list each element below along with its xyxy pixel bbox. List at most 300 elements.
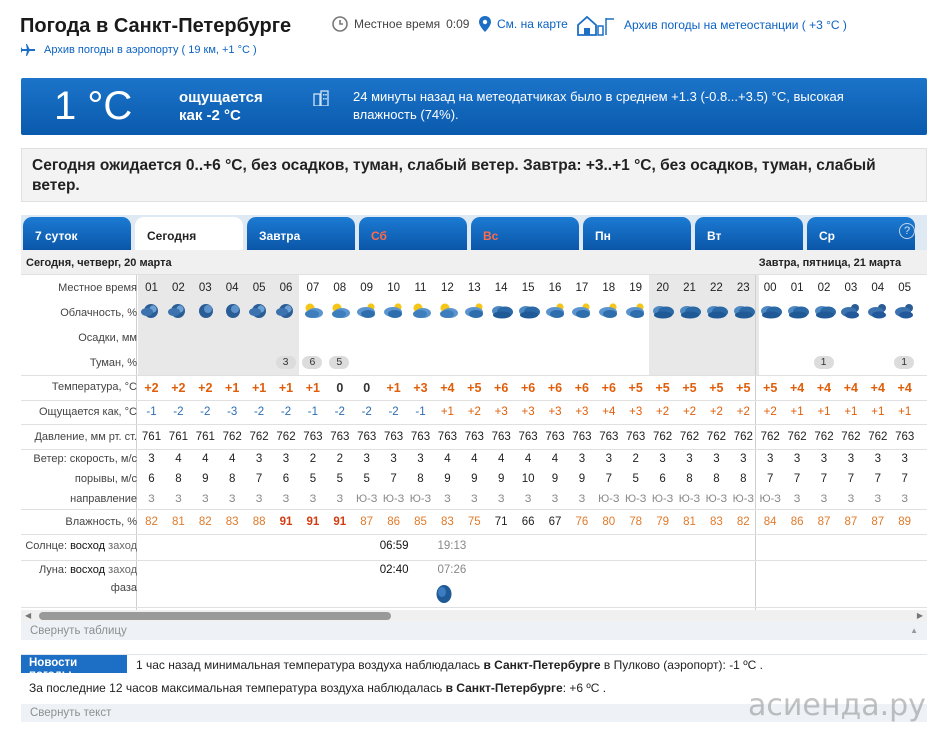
direction-cell: З bbox=[201, 493, 209, 505]
gust-cell: 6 bbox=[282, 473, 290, 485]
tab-1[interactable]: Сегодня bbox=[135, 217, 243, 250]
hour-cell: 06 bbox=[279, 282, 293, 294]
night-clear-icon bbox=[194, 302, 218, 323]
night-cloudy-icon bbox=[275, 302, 299, 323]
scroll-left-icon[interactable]: ◀ bbox=[25, 611, 32, 620]
wind-cell: 4 bbox=[551, 453, 559, 465]
hour-cell: 14 bbox=[494, 282, 508, 294]
pressure-cell: 762 bbox=[841, 431, 861, 443]
feels-like-line2: как -2 °C bbox=[179, 107, 241, 124]
pressure-cell: 762 bbox=[653, 431, 673, 443]
moon-phase-label: фаза bbox=[110, 582, 137, 594]
humidity-cell: 67 bbox=[548, 516, 562, 528]
wind-cell: 3 bbox=[255, 453, 263, 465]
pressure-cell: 763 bbox=[357, 431, 377, 443]
sensor-summary: 24 минуты назад на метеодатчиках было в среднем +1.3 (-0.8...+3.5) °C, высокая влажность (74%). bbox=[353, 89, 844, 122]
temp-cell: +2 bbox=[171, 381, 186, 395]
clock-icon bbox=[332, 16, 348, 32]
feels-cell: -1 bbox=[307, 406, 318, 418]
collapse-text-label: Свернуть текст bbox=[30, 707, 112, 719]
row-divider-5 bbox=[21, 509, 927, 510]
temp-cell: +3 bbox=[413, 381, 428, 395]
cloud-sun-icon bbox=[544, 302, 568, 323]
direction-cell: Ю-З bbox=[732, 493, 754, 505]
pressure-cell: 762 bbox=[679, 431, 700, 443]
hour-cell: 04 bbox=[871, 282, 885, 294]
temp-cell: +1 bbox=[225, 381, 240, 395]
hour-cell: 10 bbox=[387, 282, 400, 294]
row-label-wind_speed: Ветер: скорость, м/с bbox=[33, 453, 137, 465]
night-clear-icon bbox=[221, 302, 245, 323]
row-label-gusts: порывы, м/с bbox=[74, 473, 137, 485]
station-archive-wrap[interactable] bbox=[576, 14, 847, 36]
news-line-1 bbox=[136, 658, 763, 672]
hour-cell: 15 bbox=[521, 282, 535, 294]
pressure-cell: 762 bbox=[787, 431, 807, 443]
moonrise-time: 02:40 bbox=[379, 564, 409, 576]
fog-value: 6 bbox=[302, 356, 322, 369]
feels-cell: -3 bbox=[227, 406, 238, 418]
feels-cell: +2 bbox=[467, 406, 481, 418]
temp-cell: +6 bbox=[494, 381, 509, 395]
wind-cell: 2 bbox=[632, 453, 639, 465]
humidity-cell: 87 bbox=[817, 516, 831, 528]
wind-cell: 4 bbox=[444, 453, 451, 465]
direction-cell: З bbox=[228, 493, 236, 505]
pressure-cell: 763 bbox=[518, 431, 538, 443]
row-label-temp: Температура, °C bbox=[51, 381, 137, 393]
day-tabs bbox=[21, 215, 927, 250]
moon-label-moon_rise: восход bbox=[67, 564, 106, 576]
humidity-cell: 81 bbox=[171, 516, 185, 528]
direction-cell: З bbox=[901, 493, 909, 505]
wind-cell: 4 bbox=[228, 453, 236, 465]
row-divider-7 bbox=[21, 560, 927, 561]
overcast-icon bbox=[705, 302, 729, 323]
humidity-cell: 86 bbox=[387, 516, 400, 528]
sun-label-sun_rise: восход bbox=[67, 540, 106, 552]
direction-cell: З bbox=[497, 493, 505, 505]
feels-cell: +2 bbox=[763, 406, 777, 418]
gust-cell: 8 bbox=[228, 473, 236, 485]
overcast-icon bbox=[490, 302, 514, 323]
feels-cell: +2 bbox=[709, 406, 723, 418]
collapse-table-button[interactable] bbox=[21, 622, 927, 640]
wind-cell: 4 bbox=[497, 453, 505, 465]
cloud-sun-icon bbox=[382, 302, 406, 323]
humidity-cell: 80 bbox=[602, 516, 616, 528]
humidity-cell: 84 bbox=[763, 516, 777, 528]
news-line-1-c: в Пулково (аэропорт): -1 ºС . bbox=[600, 658, 763, 672]
feels-cell: -2 bbox=[361, 406, 372, 418]
humidity-cell: 82 bbox=[198, 516, 212, 528]
page-title: Погода в Санкт-Петербурге bbox=[20, 14, 292, 37]
news-line-2-c: : +6 ºС . bbox=[562, 681, 607, 695]
pressure-cell: 762 bbox=[733, 431, 753, 443]
temp-cell: +6 bbox=[520, 381, 536, 395]
sun-label-sun_set: заход bbox=[105, 540, 137, 552]
feels-cell: +1 bbox=[817, 406, 831, 418]
watermark: асиенда.ру bbox=[748, 688, 926, 723]
humidity-cell: 91 bbox=[333, 516, 347, 528]
cloud-sun-icon bbox=[597, 302, 621, 323]
temp-cell: +1 bbox=[251, 381, 267, 395]
hour-cell: 22 bbox=[709, 282, 723, 294]
wind-cell: 4 bbox=[524, 453, 532, 465]
wind-cell: 4 bbox=[202, 453, 209, 465]
humidity-cell: 87 bbox=[360, 516, 374, 528]
table-scrollbar[interactable] bbox=[21, 610, 927, 622]
gust-cell: 8 bbox=[686, 473, 693, 485]
pressure-cell: 762 bbox=[706, 431, 726, 443]
gust-cell: 9 bbox=[202, 473, 209, 485]
direction-cell: Ю-З bbox=[678, 493, 701, 505]
station-archive-link[interactable]: Архив погоды на метеостанции ( +3 °C ) bbox=[624, 18, 847, 32]
pressure-cell: 763 bbox=[464, 431, 484, 443]
hour-cell: 03 bbox=[844, 282, 858, 294]
direction-cell: З bbox=[444, 493, 451, 505]
gust-cell: 6 bbox=[148, 473, 155, 485]
temp-cell: +5 bbox=[655, 381, 670, 395]
feels-cell: +2 bbox=[656, 406, 670, 418]
temp-cell: +4 bbox=[816, 381, 832, 395]
hour-cell: 13 bbox=[467, 282, 481, 294]
hour-cell: 01 bbox=[145, 282, 158, 294]
current-weather-panel bbox=[21, 78, 927, 135]
wind-cell: 3 bbox=[820, 453, 828, 465]
wind-cell: 4 bbox=[471, 453, 478, 465]
cloud-night-icon bbox=[893, 302, 917, 323]
gust-cell: 9 bbox=[578, 473, 586, 485]
wind-cell: 3 bbox=[686, 453, 693, 465]
row-label-time: Местное время bbox=[58, 282, 137, 294]
date-tomorrow: Завтра, пятница, 21 марта bbox=[758, 257, 902, 269]
news-line-2-b: в Санкт-Петербурге bbox=[445, 681, 563, 695]
gust-cell: 7 bbox=[605, 473, 612, 485]
wind-cell: 3 bbox=[847, 453, 855, 465]
gust-cell: 9 bbox=[471, 473, 478, 485]
cloud-night-icon bbox=[866, 302, 890, 323]
humidity-cell: 83 bbox=[440, 516, 454, 528]
humidity-cell: 87 bbox=[871, 516, 885, 528]
sun-cloud-icon bbox=[436, 302, 460, 323]
feels-cell: +2 bbox=[682, 406, 697, 418]
local-time-label: Местное время bbox=[354, 17, 441, 31]
gust-cell: 8 bbox=[740, 473, 747, 485]
map-pin-icon bbox=[479, 16, 491, 32]
gust-cell: 10 bbox=[521, 473, 535, 485]
wind-cell: 2 bbox=[336, 453, 343, 465]
hour-cell: 12 bbox=[440, 282, 454, 294]
humidity-cell: 82 bbox=[736, 516, 750, 528]
humidity-cell: 85 bbox=[414, 516, 427, 528]
pressure-cell: 762 bbox=[814, 431, 834, 443]
fog-value: 1 bbox=[814, 356, 834, 369]
feels-cell: -2 bbox=[334, 406, 345, 418]
night-cloudy-icon bbox=[140, 302, 164, 323]
gust-cell: 7 bbox=[820, 473, 828, 485]
forecast-table bbox=[21, 250, 927, 610]
humidity-cell: 91 bbox=[306, 516, 320, 528]
pressure-cell: 763 bbox=[572, 431, 592, 443]
hour-cell: 08 bbox=[333, 282, 347, 294]
sunrise-time: 06:59 bbox=[379, 540, 409, 552]
hour-cell: 05 bbox=[898, 282, 912, 294]
row-label-direction: направление bbox=[70, 493, 137, 505]
help-icon[interactable]: ? bbox=[899, 223, 915, 239]
airport-archive-wrap[interactable] bbox=[20, 43, 257, 57]
feels-like bbox=[179, 89, 263, 125]
wind-cell: 3 bbox=[363, 453, 370, 465]
wind-cell: 3 bbox=[390, 453, 397, 465]
gust-cell: 5 bbox=[309, 473, 317, 485]
feels-cell: +1 bbox=[844, 406, 858, 418]
feels-like-line1: ощущается bbox=[179, 89, 263, 106]
pressure-cell: 763 bbox=[410, 431, 431, 443]
overcast-icon bbox=[517, 302, 541, 323]
local-time bbox=[332, 16, 469, 32]
direction-cell: Ю-З bbox=[705, 493, 728, 505]
overcast-icon bbox=[786, 302, 810, 323]
wind-cell: 3 bbox=[740, 453, 747, 465]
row-label-clouds: Облачность, % bbox=[60, 307, 137, 319]
humidity-cell: 76 bbox=[575, 516, 589, 528]
row-label-humidity: Влажность, % bbox=[65, 516, 137, 528]
gust-cell: 8 bbox=[417, 473, 424, 485]
feels-cell: -2 bbox=[388, 406, 399, 418]
gust-cell: 5 bbox=[363, 473, 370, 485]
hour-cell: 04 bbox=[225, 282, 239, 294]
wind-cell: 3 bbox=[605, 453, 612, 465]
gust-cell: 7 bbox=[793, 473, 801, 485]
gust-cell: 7 bbox=[847, 473, 855, 485]
direction-cell: З bbox=[255, 493, 263, 505]
humidity-cell: 81 bbox=[683, 516, 696, 528]
tab-5[interactable]: Пн bbox=[583, 217, 691, 250]
fog-value: 3 bbox=[276, 356, 296, 369]
pressure-cell: 761 bbox=[141, 431, 162, 443]
wind-cell: 3 bbox=[901, 453, 908, 465]
temp-cell: 0 bbox=[336, 381, 344, 395]
pressure-cell: 763 bbox=[491, 431, 511, 443]
hour-cell: 03 bbox=[198, 282, 212, 294]
gust-cell: 9 bbox=[444, 473, 451, 485]
direction-cell: З bbox=[820, 493, 828, 505]
temp-cell: +4 bbox=[897, 381, 912, 395]
news-line-2 bbox=[29, 681, 606, 695]
pressure-cell: 763 bbox=[895, 431, 915, 443]
buildings-icon bbox=[313, 90, 329, 106]
direction-cell: З bbox=[148, 493, 155, 505]
temp-cell: +4 bbox=[843, 381, 859, 395]
moon-label bbox=[21, 564, 137, 576]
wind-cell: 4 bbox=[175, 453, 182, 465]
direction-cell: Ю-З bbox=[382, 493, 405, 505]
moonset-time: 07:26 bbox=[437, 564, 467, 576]
temp-cell: +1 bbox=[386, 381, 401, 395]
plane-icon bbox=[20, 43, 36, 57]
hour-cell: 02 bbox=[171, 282, 185, 294]
feels-cell: -2 bbox=[253, 406, 265, 418]
row-divider-6 bbox=[21, 534, 927, 535]
tab-7[interactable]: Ср bbox=[807, 217, 915, 250]
direction-cell: Ю-З bbox=[624, 493, 647, 505]
gust-cell: 8 bbox=[713, 473, 720, 485]
news-line-1-a: 1 час назад минимальная температура воздуха наблюдалась bbox=[136, 658, 484, 672]
night-partly-icon bbox=[248, 302, 272, 323]
overcast-icon bbox=[651, 302, 675, 323]
row-divider-0 bbox=[21, 274, 927, 275]
tab-2[interactable]: Завтра bbox=[247, 217, 355, 250]
pressure-cell: 763 bbox=[303, 431, 323, 443]
direction-cell: З bbox=[793, 493, 801, 505]
sun-cloud-icon bbox=[301, 302, 325, 323]
cloud-night-icon bbox=[839, 302, 863, 323]
header bbox=[20, 12, 291, 40]
fog-value: 1 bbox=[894, 356, 914, 369]
gust-cell: 9 bbox=[497, 473, 505, 485]
scroll-right-icon[interactable]: ▶ bbox=[916, 611, 923, 620]
airport-archive-link[interactable]: Архив погоды в аэропорту ( 19 км, +1 °C ) bbox=[44, 44, 257, 56]
tab-3[interactable]: Сб bbox=[359, 217, 467, 250]
sun-cloud-icon bbox=[409, 302, 433, 323]
pressure-cell: 762 bbox=[222, 431, 242, 443]
wind-cell: 2 bbox=[309, 453, 317, 465]
news-label: Новости погоды bbox=[21, 655, 127, 673]
sunset-time: 19:13 bbox=[437, 540, 467, 552]
map-link[interactable]: См. на карте bbox=[497, 17, 568, 31]
wind-cell: 3 bbox=[713, 453, 720, 465]
tab-4[interactable]: Вс bbox=[471, 217, 579, 250]
humidity-cell: 82 bbox=[145, 516, 158, 528]
fog-value: 5 bbox=[329, 356, 349, 369]
row-label-pressure: Давление, мм рт. ст. bbox=[34, 431, 137, 443]
row-divider-2 bbox=[21, 400, 927, 401]
row-label-fog: Туман, % bbox=[89, 357, 137, 369]
humidity-cell: 79 bbox=[656, 516, 669, 528]
hour-cell: 18 bbox=[602, 282, 616, 294]
direction-cell: З bbox=[847, 493, 855, 505]
sun-label-sun_prefix: Солнце: bbox=[25, 540, 68, 552]
gust-cell: 7 bbox=[901, 473, 908, 485]
temp-cell: +6 bbox=[601, 381, 616, 395]
temp-cell: +1 bbox=[278, 381, 294, 395]
row-label-feels: Ощущается как, °C bbox=[38, 406, 137, 418]
feels-cell: -2 bbox=[280, 406, 292, 418]
scroll-thumb[interactable] bbox=[39, 612, 391, 620]
hour-cell: 20 bbox=[656, 282, 669, 294]
feels-cell: -1 bbox=[146, 406, 157, 418]
direction-cell: З bbox=[282, 493, 290, 505]
night-cloudy-icon bbox=[167, 302, 191, 323]
pressure-cell: 763 bbox=[599, 431, 619, 443]
collapse-table-label: Свернуть таблицу bbox=[30, 625, 127, 637]
direction-cell: З bbox=[874, 493, 882, 505]
wind-cell: 3 bbox=[793, 453, 801, 465]
hour-cell: 02 bbox=[817, 282, 831, 294]
wind-cell: 3 bbox=[874, 453, 881, 465]
feels-cell: +3 bbox=[575, 406, 589, 418]
direction-cell: Ю-З bbox=[598, 493, 620, 505]
cloud-sun-icon bbox=[624, 302, 648, 323]
direction-cell: Ю-З bbox=[759, 493, 781, 505]
humidity-cell: 89 bbox=[898, 516, 912, 528]
overcast-icon bbox=[813, 302, 837, 323]
feels-cell: +3 bbox=[629, 406, 643, 418]
temp-cell: +4 bbox=[440, 381, 455, 395]
cloud-sun-icon bbox=[355, 302, 379, 323]
pressure-cell: 762 bbox=[760, 431, 780, 443]
temp-cell: +6 bbox=[574, 381, 590, 395]
temp-cell: +2 bbox=[144, 381, 159, 395]
wind-cell: 3 bbox=[417, 453, 424, 465]
local-time-value: 0:09 bbox=[446, 17, 470, 31]
temp-cell: +5 bbox=[682, 381, 697, 395]
direction-cell: З bbox=[524, 493, 532, 505]
pressure-cell: 762 bbox=[276, 431, 296, 443]
direction-cell: З bbox=[578, 493, 586, 505]
direction-cell: Ю-З bbox=[651, 493, 674, 505]
gust-cell: 5 bbox=[336, 473, 343, 485]
temp-cell: 0 bbox=[363, 381, 371, 395]
humidity-cell: 87 bbox=[844, 516, 858, 528]
row-label-precip: Осадки, мм bbox=[78, 332, 137, 344]
map-link-wrap[interactable] bbox=[479, 16, 568, 32]
gust-cell: 6 bbox=[659, 473, 666, 485]
feels-cell: +3 bbox=[494, 406, 508, 418]
feels-cell: +1 bbox=[440, 406, 454, 418]
wind-cell: 3 bbox=[578, 453, 586, 465]
feels-cell: +3 bbox=[521, 406, 535, 418]
temp-cell: +5 bbox=[467, 381, 482, 395]
hour-cell: 00 bbox=[763, 282, 777, 294]
gust-cell: 7 bbox=[874, 473, 881, 485]
humidity-cell: 71 bbox=[494, 516, 508, 528]
hour-cell: 01 bbox=[790, 282, 804, 294]
direction-cell: З bbox=[336, 493, 344, 505]
gust-cell: 7 bbox=[390, 473, 397, 485]
date-today: Сегодня, четверг, 20 марта bbox=[26, 257, 172, 269]
direction-cell: Ю-З bbox=[409, 493, 432, 505]
pressure-cell: 762 bbox=[868, 431, 888, 443]
feels-cell: +3 bbox=[548, 406, 562, 418]
pressure-cell: 761 bbox=[195, 431, 215, 443]
gust-cell: 7 bbox=[766, 473, 774, 485]
feels-cell: +1 bbox=[871, 406, 885, 418]
pressure-cell: 761 bbox=[168, 431, 188, 443]
hour-cell: 07 bbox=[306, 282, 320, 294]
feels-cell: +4 bbox=[602, 406, 616, 418]
row-divider-8 bbox=[21, 607, 927, 608]
hour-cell: 16 bbox=[548, 282, 562, 294]
news-line-2-a: За последние 12 часов максимальная температура воздуха наблюдалась bbox=[29, 681, 446, 695]
feels-cell: -1 bbox=[415, 406, 426, 418]
humidity-cell: 83 bbox=[225, 516, 239, 528]
row-divider-1 bbox=[21, 375, 927, 376]
humidity-cell: 91 bbox=[279, 516, 293, 528]
tab-0[interactable]: 7 суток bbox=[23, 217, 131, 250]
temp-cell: +1 bbox=[305, 381, 321, 395]
humidity-cell: 88 bbox=[252, 516, 266, 528]
overcast-icon bbox=[759, 302, 783, 323]
temp-cell: +6 bbox=[547, 381, 563, 395]
temp-cell: +2 bbox=[198, 381, 213, 395]
tab-6[interactable]: Вт bbox=[695, 217, 803, 250]
feels-cell: +1 bbox=[790, 406, 804, 418]
wind-cell: 3 bbox=[148, 453, 155, 465]
sun-cloud-icon bbox=[328, 302, 352, 323]
direction-cell: З bbox=[470, 493, 478, 505]
